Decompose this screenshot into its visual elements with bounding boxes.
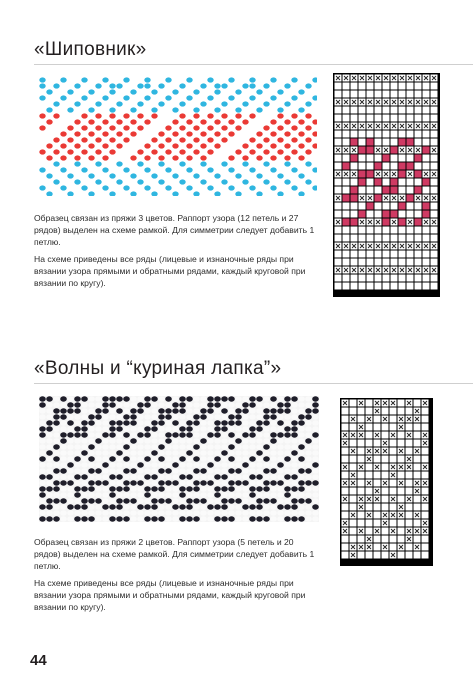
section-2-swatch-photo xyxy=(39,396,319,522)
section-1-chart xyxy=(333,73,440,297)
section-2-desc-p1: Образец связан из пряжи 2 цветов. Раппорт узора (5 петель и 20 рядов) выделен на схеме рамкой. Для симметрии следует добавить 1 петлю. xyxy=(34,537,315,572)
section-2-header xyxy=(34,357,473,384)
page-number: 44 xyxy=(30,652,47,669)
swatch-1-knit-image xyxy=(39,76,317,196)
section-1-description xyxy=(34,212,318,293)
section-2-description xyxy=(34,536,318,617)
section-1-swatch-photo xyxy=(39,76,317,196)
section-2-title: «Волны и “куриная лапка”» xyxy=(34,358,282,379)
chart-2-grid xyxy=(340,398,433,566)
section-2-desc-p2: На схеме приведены все ряды (лицевые и изнаночные ряды при вязании узора прямыми и обратными рядами, каждый круговой при вязании по кругу). xyxy=(34,577,306,613)
section-1-desc-p1: Образец связан из пряжи 3 цветов. Раппорт узора (12 петель и 27 рядов) выделен на схеме рамкой. Для симметрии следует добавить 1 петлю. xyxy=(34,213,315,248)
section-1-title: «Шиповник» xyxy=(34,39,147,60)
section-1-desc-p2: На схеме приведены все ряды (лицевые и изнаночные ряды при вязании узора прямыми и обратными рядами, каждый круговой при вязании по кругу). xyxy=(34,253,306,289)
section-1-header xyxy=(34,38,473,65)
chart-1-grid xyxy=(333,73,440,297)
section-2-chart xyxy=(340,398,433,566)
swatch-2-knit-image xyxy=(39,396,319,522)
